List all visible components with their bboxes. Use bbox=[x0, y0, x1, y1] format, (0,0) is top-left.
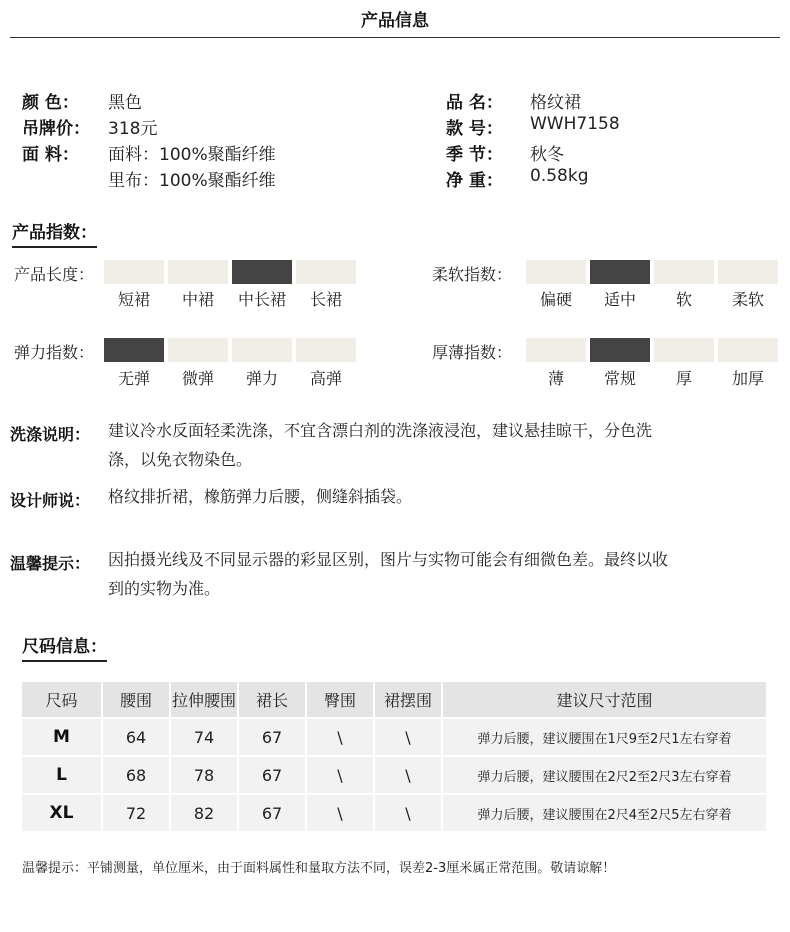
tips-label: 温馨提示： bbox=[10, 554, 91, 573]
product-name-label: 品 名： bbox=[446, 93, 503, 113]
wash-line-2: 涤，以免衣物染色。 bbox=[108, 450, 253, 469]
lining-value: 里布：100%聚酯纤维 bbox=[108, 171, 276, 191]
tips-line-2: 到的实物为准。 bbox=[108, 579, 221, 598]
thickness-option-label: 厚 bbox=[675, 369, 692, 388]
color-label: 颜 色： bbox=[22, 93, 79, 113]
hem-cell: \ bbox=[375, 719, 441, 755]
softness-bar-4 bbox=[718, 260, 778, 284]
length-bar-1 bbox=[104, 260, 164, 284]
hem-cell: \ bbox=[375, 795, 441, 831]
season-value: 秋冬 bbox=[530, 145, 564, 165]
elasticity-option-label: 高弹 bbox=[309, 369, 342, 388]
elasticity-index-label: 弹力指数： bbox=[14, 343, 95, 362]
thickness-option-label: 加厚 bbox=[731, 369, 764, 388]
page-title: 产品信息 bbox=[361, 11, 429, 31]
softness-bar-1 bbox=[526, 260, 586, 284]
designer-label: 设计师说： bbox=[10, 491, 91, 510]
measurement-note: 温馨提示：平铺测量，单位厘米，由于面料属性和量取方法不同，误差2-3厘米属正常范围。敬请谅解！ bbox=[22, 861, 616, 876]
waist-cell: 72 bbox=[103, 795, 169, 831]
header-size: 尺码 bbox=[22, 682, 101, 717]
wash-line-1: 建议冷水反面轻柔洗涤，不宜含漂白剂的洗涤液浸泡，建议悬挂晾干，分色洗 bbox=[108, 421, 653, 440]
style-no-value: WWH7158 bbox=[530, 114, 620, 134]
header-hip: 臀围 bbox=[307, 682, 373, 717]
range-cell: 弹力后腰，建议腰围在2尺4至2尺5左右穿着 bbox=[443, 795, 766, 831]
elasticity-bar-1 bbox=[104, 338, 164, 362]
header-skirt-length: 裙长 bbox=[239, 682, 305, 717]
thickness-bar-4 bbox=[718, 338, 778, 362]
color-value: 黑色 bbox=[108, 93, 142, 113]
elasticity-bar-3 bbox=[232, 338, 292, 362]
fabric-label: 面 料： bbox=[22, 145, 79, 165]
elasticity-bar-2 bbox=[168, 338, 228, 362]
stretch-waist-cell: 74 bbox=[171, 719, 237, 755]
hem-cell: \ bbox=[375, 757, 441, 793]
size-cell: M bbox=[22, 719, 101, 755]
softness-bar-3 bbox=[654, 260, 714, 284]
elasticity-option-label: 无弹 bbox=[117, 369, 150, 388]
header-hem: 裙摆围 bbox=[375, 682, 441, 717]
table-row bbox=[22, 795, 766, 831]
table-row bbox=[22, 719, 766, 755]
style-no-label: 款 号： bbox=[446, 119, 503, 139]
thickness-bar-3 bbox=[654, 338, 714, 362]
length-cell: 67 bbox=[239, 795, 305, 831]
length-option-label: 短裙 bbox=[117, 290, 150, 309]
waist-cell: 64 bbox=[103, 719, 169, 755]
length-bar-4 bbox=[296, 260, 356, 284]
tips-text bbox=[108, 545, 788, 603]
thickness-bar-2 bbox=[590, 338, 650, 362]
elasticity-bar-4 bbox=[296, 338, 356, 362]
hip-cell: \ bbox=[307, 719, 373, 755]
length-option-label: 中裙 bbox=[181, 290, 214, 309]
softness-index-label: 柔软指数： bbox=[432, 265, 513, 284]
range-cell: 弹力后腰，建议腰围在2尺2至2尺3左右穿着 bbox=[443, 757, 766, 793]
hip-cell: \ bbox=[307, 795, 373, 831]
header-divider bbox=[10, 37, 780, 38]
header-waist: 腰围 bbox=[103, 682, 169, 717]
waist-cell: 68 bbox=[103, 757, 169, 793]
length-option-label: 长裙 bbox=[309, 290, 342, 309]
stretch-waist-cell: 78 bbox=[171, 757, 237, 793]
thickness-bar-1 bbox=[526, 338, 586, 362]
wash-label: 洗涤说明： bbox=[10, 425, 91, 444]
tips-line-1: 因拍摄光线及不同显示器的彩显区别，图片与实物可能会有细微色差。最终以收 bbox=[108, 550, 669, 569]
product-name-value: 格纹裙 bbox=[530, 93, 581, 113]
length-option-label: 中长裙 bbox=[237, 290, 286, 309]
hip-cell: \ bbox=[307, 757, 373, 793]
header-suggested-range: 建议尺寸范围 bbox=[443, 682, 766, 717]
tag-price-label: 吊牌价： bbox=[22, 119, 90, 139]
size-table bbox=[20, 680, 768, 833]
length-cell: 67 bbox=[239, 719, 305, 755]
designer-text: 格纹排折裙，橡筋弹力后腰，侧缝斜插袋。 bbox=[108, 487, 413, 506]
tag-price-value: 318元 bbox=[108, 119, 158, 139]
size-cell: L bbox=[22, 757, 101, 793]
wash-text bbox=[108, 416, 788, 474]
elasticity-option-label: 弹力 bbox=[245, 369, 278, 388]
length-bar-3 bbox=[232, 260, 292, 284]
table-row bbox=[22, 757, 766, 793]
softness-option-label: 柔软 bbox=[731, 290, 764, 309]
length-cell: 67 bbox=[239, 757, 305, 793]
length-index-label: 产品长度： bbox=[14, 265, 95, 284]
thickness-option-label: 常规 bbox=[603, 369, 636, 388]
size-info-title: 尺码信息： bbox=[22, 632, 107, 662]
size-cell: XL bbox=[22, 795, 101, 831]
thickness-index-label: 厚薄指数： bbox=[432, 343, 513, 362]
elasticity-option-label: 微弹 bbox=[181, 369, 214, 388]
fabric-value: 面料：100%聚酯纤维 bbox=[108, 145, 276, 165]
range-cell: 弹力后腰，建议腰围在1尺9至2尺1左右穿着 bbox=[443, 719, 766, 755]
net-weight-label: 净 重： bbox=[446, 171, 503, 191]
size-table-header bbox=[22, 682, 766, 717]
net-weight-value: 0.58kg bbox=[530, 166, 589, 186]
product-index-title: 产品指数： bbox=[12, 218, 97, 248]
softness-option-label: 适中 bbox=[603, 290, 636, 309]
softness-bar-2 bbox=[590, 260, 650, 284]
softness-option-label: 软 bbox=[675, 290, 692, 309]
season-label: 季 节： bbox=[446, 145, 503, 165]
stretch-waist-cell: 82 bbox=[171, 795, 237, 831]
length-bar-2 bbox=[168, 260, 228, 284]
softness-option-label: 偏硬 bbox=[539, 290, 572, 309]
header-stretch-waist: 拉伸腰围 bbox=[171, 682, 237, 717]
thickness-option-label: 薄 bbox=[547, 369, 564, 388]
